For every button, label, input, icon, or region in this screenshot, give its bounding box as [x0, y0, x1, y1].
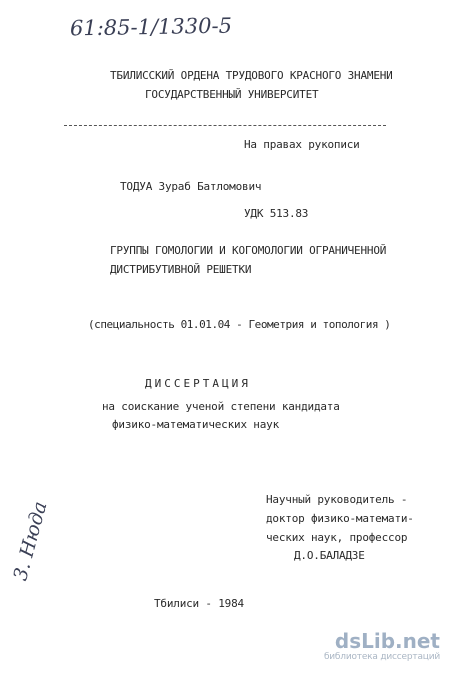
- watermark-subtitle: библиотека диссертаций: [323, 652, 440, 662]
- degree-line-2: физико-математических наук: [112, 418, 279, 431]
- city-and-year: Тбилиси - 1984: [154, 597, 244, 610]
- handwritten-side-note: 3. Нюда: [9, 499, 52, 583]
- dissertation-title-line-2: ДИСТРИБУТИВНОЙ РЕШЕТКИ: [110, 263, 252, 276]
- advisor-line-3: ческих наук, профессор: [266, 531, 408, 544]
- advisor-line-1: Научный руководитель -: [266, 493, 408, 506]
- advisor-name: Д.О.БАЛАДЗЕ: [294, 549, 365, 562]
- document-type: ДИССЕРТАЦИЯ: [145, 377, 251, 390]
- dslib-watermark: [320, 630, 440, 663]
- author-name: ТОДУА Зураб Батломович: [120, 180, 262, 193]
- manuscript-rights-note: На правах рукописи: [244, 138, 360, 151]
- degree-line-1: на соискание ученой степени кандидата: [102, 400, 340, 413]
- university-name-line-1: ТБИЛИССКИЙ ОРДЕНА ТРУДОВОГО КРАСНОГО ЗНАМЕНИ: [110, 69, 393, 82]
- dashed-divider: [64, 125, 386, 126]
- watermark-logo: dsLib.net: [334, 629, 440, 653]
- advisor-line-2: доктор физико-математи-: [266, 512, 414, 525]
- specialty-line: (специальность 01.01.04 - Геометрия и топология ): [88, 318, 391, 331]
- handwritten-catalog-number: 61:85-1/1330-5: [69, 13, 233, 41]
- university-name-line-2: ГОСУДАРСТВЕННЫЙ УНИВЕРСИТЕТ: [145, 88, 319, 101]
- udk-code: УДК 513.83: [244, 207, 309, 220]
- dissertation-title-line-1: ГРУППЫ ГОМОЛОГИИ И КОГОМОЛОГИИ ОГРАНИЧЕННОЙ: [110, 244, 387, 257]
